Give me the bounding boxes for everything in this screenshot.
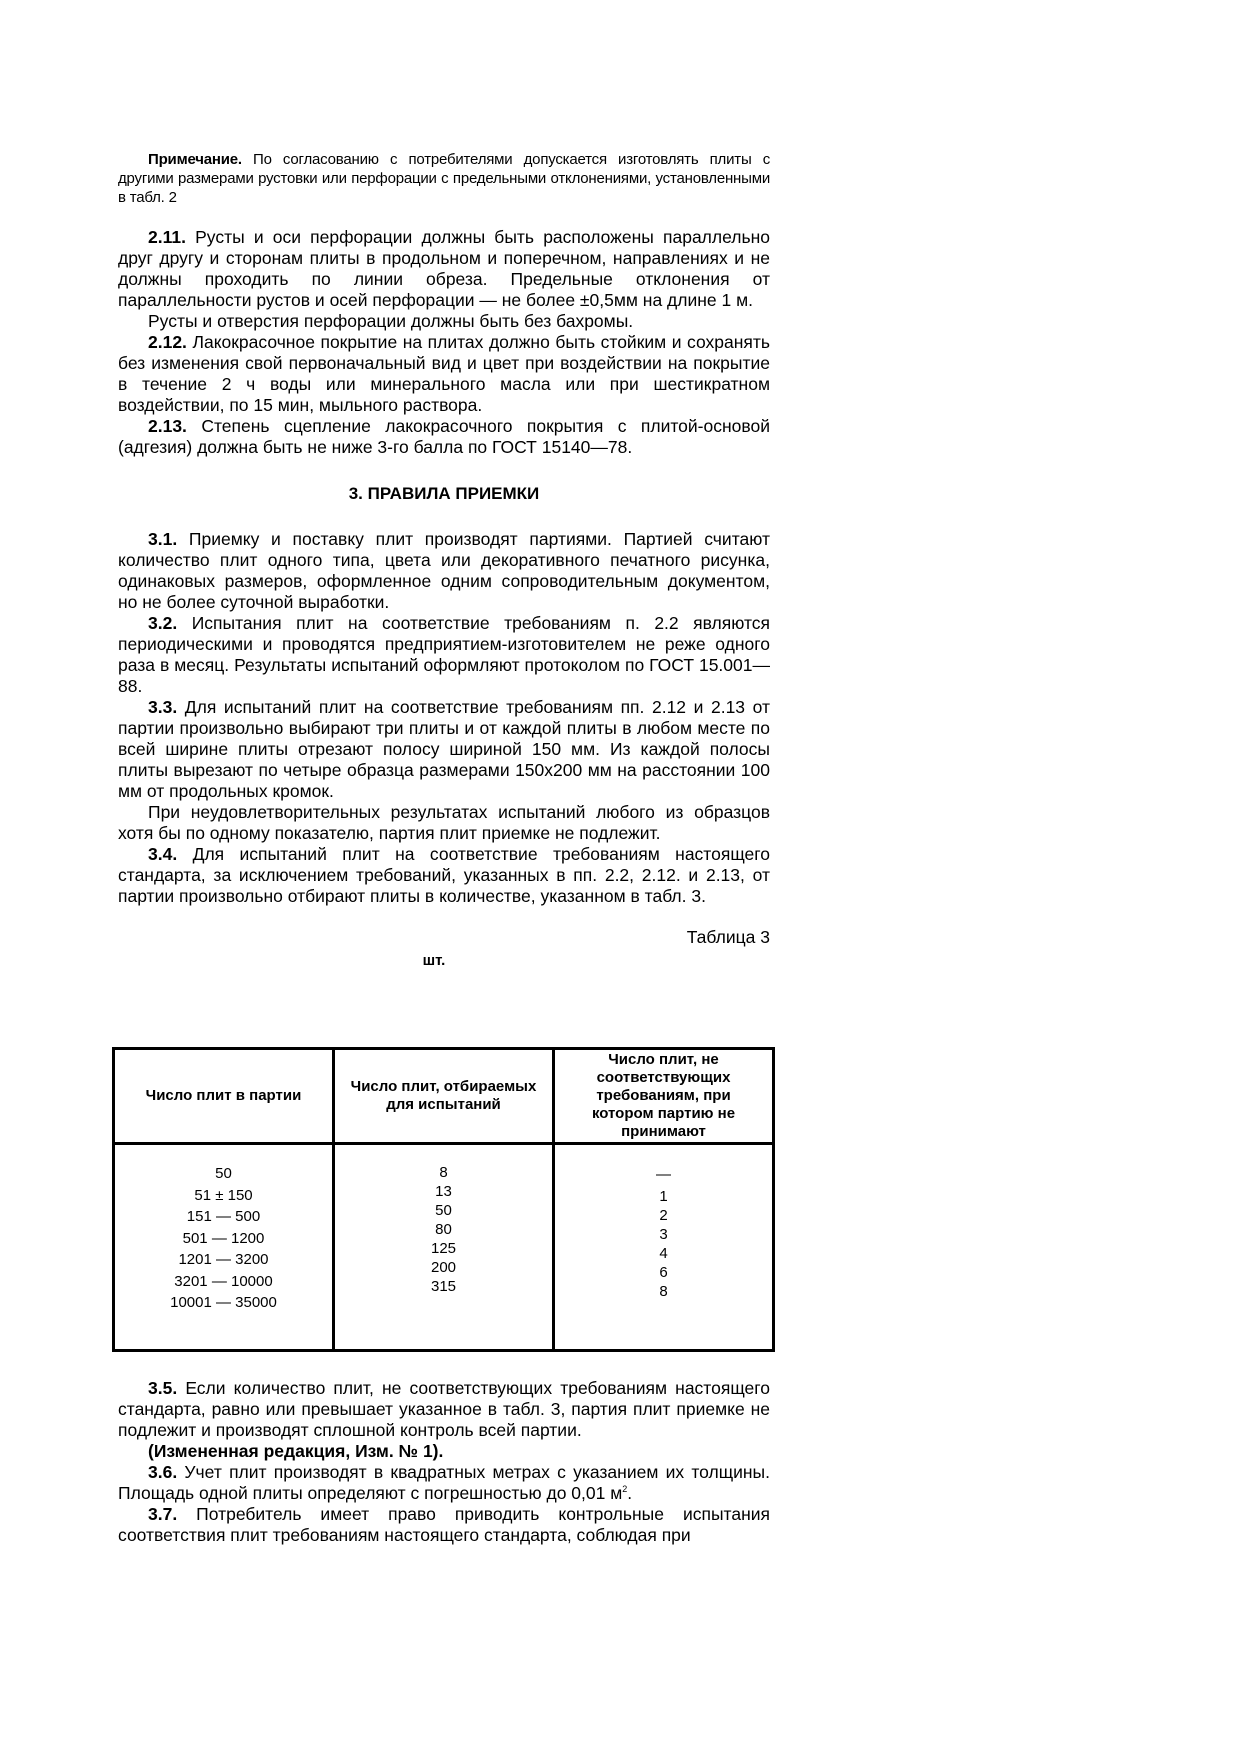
- clause-3-1: 3.1. Приемку и поставку плит производят партиями. Партией считают количество плит одного типа, цвета или декоративного печатного рисунка, одинаковых размеров, оформленное одним сопроводительным документом, но не более суточной выработки.: [118, 529, 770, 612]
- clause-3-4: 3.4. Для испытаний плит на соответствие требованиям настоящего стандарта, за исключением требований, указанных в пп. 2.2, 2.12. и 2.13, от партии произвольно отбирают плиты в количестве, указанном в табл. 3.: [118, 844, 770, 906]
- table-header-row: [114, 1049, 774, 1144]
- header-sample-size: Число плит, отбираемых для испытаний: [334, 1049, 554, 1144]
- page-body-after-table: [118, 1378, 770, 1546]
- header-rejection-number: Число плит, не соответствующих требованиям, при котором партию не принимают: [554, 1049, 774, 1144]
- rejection-number-cell: — 1 2 3 4 6 8: [554, 1144, 774, 1351]
- clause-3-6: 3.6. Учет плит производят в квадратных метрах с указанием их толщины. Площадь одной плиты определяют с погрешностью до 0,01 $м^2$.: [118, 1462, 770, 1503]
- note-text: По согласованию с потребителями допускается изготовлять плиты с другими размерами рустовки или перфорации с предельными отклонениями, установленными в табл. 2: [118, 151, 770, 206]
- note-label: Примечание.: [148, 151, 242, 168]
- page-body: [118, 150, 770, 969]
- table-3: [112, 1047, 775, 1352]
- clause-2-11: 2.11. Русты и оси перфорации должны быть расположены параллельно друг другу и сторонам плиты в продольном и поперечном, направлениях и не должны проходить по линии обреза. Предельные отклонения от параллельности рустов и осей перфорации — не более ±0,5мм на длине 1 м.: [118, 227, 770, 310]
- lot-size-cell: 50 51 ± 150 151 — 500 501 — 1200 1201 — 3200 3201 — 10000 10001 — 35000: [114, 1144, 334, 1351]
- sample-size-cell: 8 13 50 80 125 200 315: [334, 1144, 554, 1351]
- clause-3-2: 3.2. Испытания плит на соответствие требованиям п. 2.2 являются периодическими и проводятся предприятием-изготовителем не реже одного раза в месяц. Результаты испытаний оформляют протоколом по ГОСТ 15.001—88.: [118, 613, 770, 696]
- clause-3-3-cont: При неудовлетворительных результатах испытаний любого из образцов хотя бы по одному показателю, партия плит приемке не подлежит.: [118, 802, 770, 843]
- clause-2-13: 2.13. Степень сцепление лакокрасочного покрытия с плитой-основой (адгезия) должна быть не ниже 3-го балла по ГОСТ 15140—78.: [118, 416, 770, 457]
- clause-2-11-cont: Русты и отверстия перфорации должны быть без бахромы.: [148, 311, 634, 331]
- table-row: [114, 1144, 774, 1351]
- note-block: [118, 150, 770, 207]
- table-caption: Таблица 3: [686, 927, 770, 947]
- amendment-note: (Измененная редакция, Изм. № 1).: [148, 1441, 444, 1461]
- clause-3-5: 3.5. Если количество плит, не соответствующих требованиям настоящего стандарта, равно или превышает указанное в табл. 3, партия плит приемке не подлежит и производят сплошной контроль всей партии.: [118, 1378, 770, 1440]
- section-title: 3. ПРАВИЛА ПРИЕМКИ: [348, 484, 540, 503]
- clause-3-3: 3.3. Для испытаний плит на соответствие требованиям пп. 2.12 и 2.13 от партии произвольно выбирают три плиты и от каждой плиты в любом месте по всей ширине плиты отрезают полосу шириной 150 мм. Из каждой полосы плиты вырезают по четыре образца размерами 150x200 мм на расстоянии 100 мм от продольных кромок.: [118, 697, 770, 801]
- header-lot-size: Число плит в партии: [114, 1049, 334, 1144]
- clause-3-7: 3.7. Потребитель имеет право приводить контрольные испытания соответствия плит требованиям настоящего стандарта, соблюдая при: [118, 1504, 770, 1545]
- clause-2-12: 2.12. Лакокрасочное покрытие на плитах должно быть стойким и сохранять без изменения свой первоначальный вид и цвет при воздействии на покрытие в течение 2 ч воды или минерального масла или при шестикратном воздействии, по 15 мин, мыльного раствора.: [118, 332, 770, 415]
- table-units: шт.: [422, 952, 446, 969]
